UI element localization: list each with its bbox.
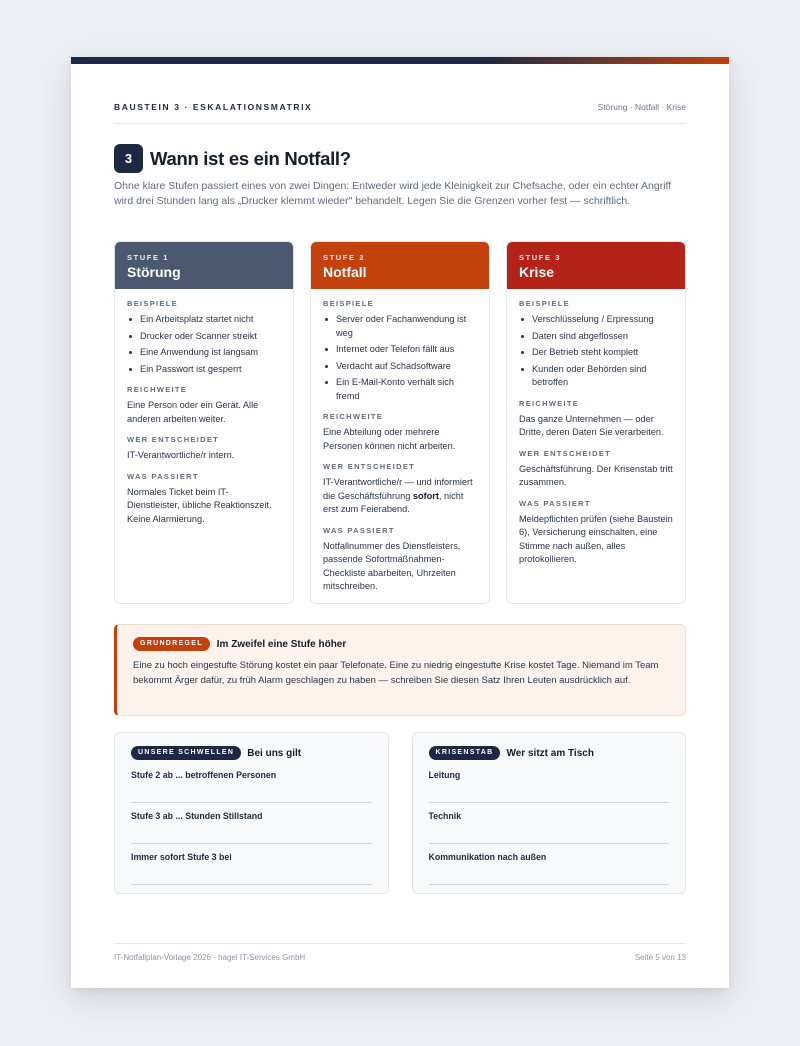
examples-list bbox=[519, 313, 673, 390]
section-number-badge: 3 bbox=[114, 144, 143, 173]
section-kicker: BAUSTEIN 3 · ESKALATIONSMATRIX bbox=[114, 102, 313, 112]
level-name: Notfall bbox=[323, 264, 367, 280]
document-page bbox=[71, 57, 729, 988]
level-card-krise bbox=[506, 241, 686, 604]
decider-label: WER ENTSCHEIDET bbox=[127, 435, 220, 444]
fill-in-line[interactable] bbox=[131, 844, 372, 885]
examples-label: BEISPIELE bbox=[519, 299, 570, 308]
thresholds-tag: UNSERE SCHWELLEN bbox=[131, 746, 241, 760]
level-name: Störung bbox=[127, 264, 181, 280]
reach-label: REICHWEITE bbox=[127, 385, 188, 394]
example-item: Der Betrieb steht komplett bbox=[519, 346, 673, 360]
level-name: Krise bbox=[519, 264, 555, 280]
crisis-team-title: Wer sitzt am Tisch bbox=[506, 747, 594, 759]
example-item: Internet oder Telefon fällt aus bbox=[323, 343, 477, 357]
field-label: Immer sofort Stufe 3 bei bbox=[131, 852, 232, 862]
decider-text: Geschäftsführung. Der Krisenstab tritt zusammen. bbox=[519, 463, 673, 487]
reach-label: REICHWEITE bbox=[519, 398, 580, 408]
level-card-stoerung bbox=[114, 241, 294, 604]
action-text: Meldepflichten prüfen (siehe Baustein 6), Versicherung einschalten, eine Stimme nach außen, alles protokollieren. bbox=[519, 513, 673, 564]
ground-rule-tag: GRUNDREGEL bbox=[133, 637, 210, 651]
action-label: WAS PASSIERT bbox=[519, 498, 591, 508]
example-item: Ein Passwort ist gesperrt bbox=[127, 363, 281, 377]
ground-rule-text: Eine zu hoch eingestufte Störung kostet ein paar Telefonate. Eine zu niedrig eingestufte Krise kostet Tage. Niemand im Team bekommt Ärger dafür, zu früh Alarm geschlagen zu haben — schreiben Sie diesen Satz Ihren Leuten ausdrücklich auf. bbox=[133, 660, 659, 686]
example-item: Kunden oder Behörden sind betroffen bbox=[519, 363, 673, 390]
example-item: Daten sind abgeflossen bbox=[519, 330, 673, 344]
decider-text: IT-Verantwortliche/r intern. bbox=[127, 450, 235, 460]
page-footer bbox=[114, 943, 686, 963]
action-label: WAS PASSIERT bbox=[127, 471, 199, 481]
footer-source: IT-Notfallplan-Vorlage 2026 · hagel IT-Services GmbH bbox=[114, 953, 306, 962]
example-item: Eine Anwendung ist langsam bbox=[127, 346, 281, 360]
example-item: Ein E-Mail-Konto verhält sich fremd bbox=[323, 376, 477, 403]
intro-paragraph: Ohne klare Stufen passiert eines von zwei Dingen: Entweder wird jede Kleinigkeit zur Chefsache, oder ein echter Angriff wird drei Stunden lang als „Drucker klemmt wieder" behandelt. Legen Sie die Grenzen vorher fest — schriftlich. bbox=[114, 180, 672, 207]
ground-rule-callout bbox=[114, 624, 686, 716]
reach-text: Eine Abteilung oder mehrere Personen können nicht arbeiten. bbox=[323, 427, 456, 451]
page-header bbox=[114, 102, 686, 124]
reach-label: REICHWEITE bbox=[323, 412, 384, 421]
examples-label: BEISPIELE bbox=[323, 299, 374, 308]
escalation-levels bbox=[114, 241, 686, 604]
field-label: Stufe 2 ab ... betroffenen Personen bbox=[131, 770, 277, 780]
thresholds-box bbox=[114, 732, 389, 894]
fill-in-line[interactable] bbox=[429, 762, 670, 803]
level-card-header bbox=[115, 242, 293, 289]
example-item: Drucker oder Scanner streikt bbox=[127, 330, 281, 344]
page-title: Wann ist es ein Notfall? bbox=[150, 147, 351, 169]
fill-in-boxes bbox=[114, 732, 686, 894]
fill-in-line[interactable] bbox=[429, 803, 670, 844]
action-label: WAS PASSIERT bbox=[323, 525, 395, 535]
level-number: STUFE 1 bbox=[127, 253, 170, 262]
ground-rule-title: Im Zweifel eine Stufe höher bbox=[216, 638, 347, 650]
page-number: Seite 5 von 13 bbox=[634, 953, 686, 962]
field-label: Leitung bbox=[428, 770, 461, 780]
example-item: Server oder Fachanwendung ist weg bbox=[323, 313, 477, 340]
reach-text: Eine Person oder ein Gerät. Alle anderen arbeiten weiter. bbox=[127, 400, 259, 424]
level-number: STUFE 2 bbox=[323, 253, 366, 262]
example-item: Verdacht auf Schadsoftware bbox=[323, 360, 477, 374]
field-label: Stufe 3 ab ... Stunden Stillstand bbox=[131, 811, 263, 821]
example-item: Verschlüsselung / Erpressung bbox=[519, 313, 673, 327]
crisis-team-tag: KRISENSTAB bbox=[429, 746, 501, 760]
header-topics: Störung · Notfall · Krise bbox=[597, 102, 686, 112]
level-card-notfall bbox=[310, 241, 490, 604]
fill-in-line[interactable] bbox=[131, 762, 372, 803]
section-heading bbox=[114, 144, 351, 173]
reach-text: Das ganze Unternehmen — oder Dritte, deren Daten Sie verarbeiten. bbox=[519, 413, 664, 437]
fill-in-line[interactable] bbox=[429, 844, 670, 885]
decider-label: WER ENTSCHEIDET bbox=[323, 462, 416, 471]
example-item: Ein Arbeitsplatz startet nicht bbox=[127, 313, 281, 327]
examples-list bbox=[127, 313, 281, 376]
field-label: Technik bbox=[428, 811, 462, 821]
level-card-header bbox=[507, 242, 685, 289]
level-card-header bbox=[311, 242, 489, 289]
field-label: Kommunikation nach außen bbox=[428, 852, 547, 862]
examples-label: BEISPIELE bbox=[127, 299, 178, 308]
examples-list bbox=[323, 313, 477, 403]
decider-label: WER ENTSCHEIDET bbox=[519, 448, 612, 458]
level-number: STUFE 3 bbox=[519, 253, 562, 262]
fill-in-line[interactable] bbox=[131, 803, 372, 844]
thresholds-title: Bei uns gilt bbox=[247, 747, 302, 759]
crisis-team-box bbox=[412, 732, 687, 894]
action-text: Normales Ticket beim IT-Dienstleister, übliche Reaktionszeit. Keine Alarmierung. bbox=[127, 486, 272, 524]
action-text: Notfallnummer des Dienstleisters, passende Sofortmaßnahmen-Checkliste abarbeiten, Uhrzeiten mitschreiben. bbox=[323, 540, 461, 591]
decider-text: IT-Verantwortliche/r — und informiert die Geschäftsführung sofort, nicht erst zum Feierabend. bbox=[323, 477, 473, 514]
